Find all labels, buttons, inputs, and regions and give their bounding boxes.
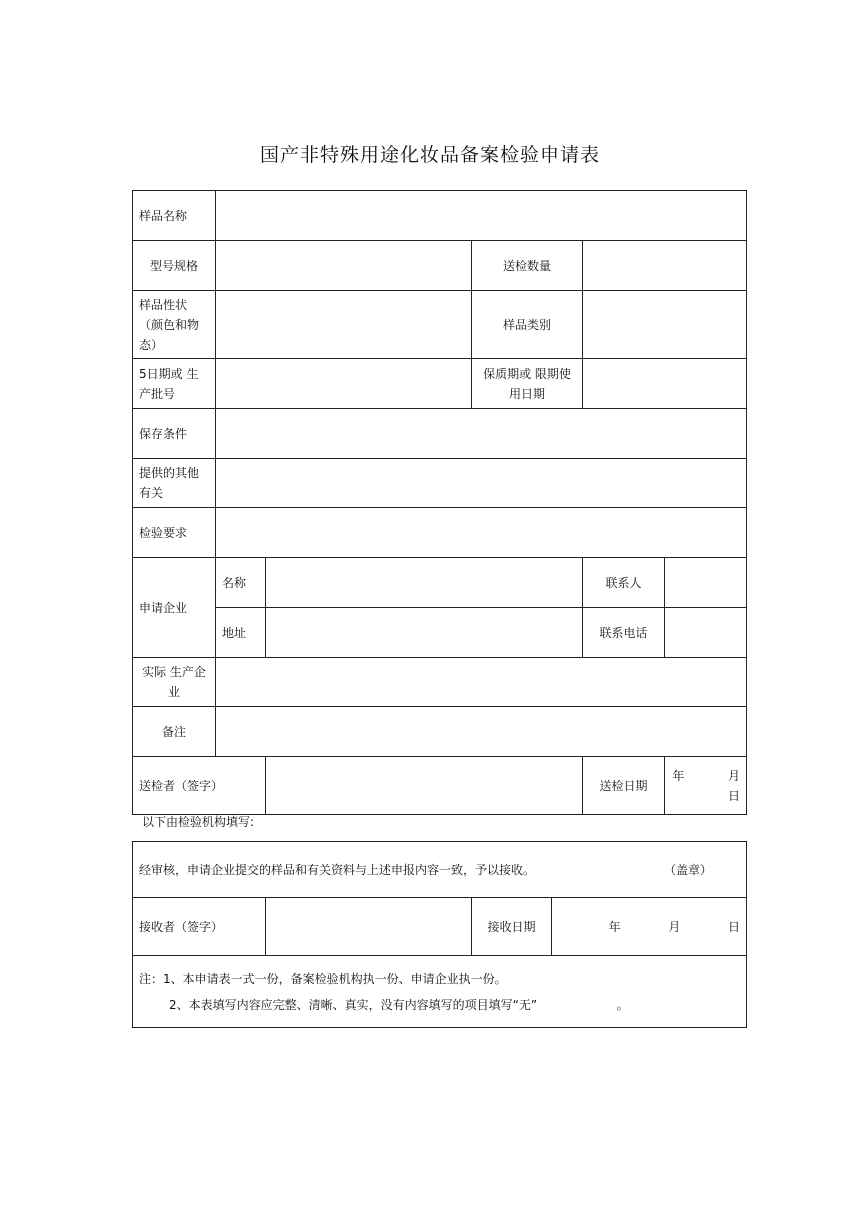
review-statement-cell	[133, 842, 747, 898]
label-sample-name: 样品名称	[133, 191, 216, 241]
note-2-line	[139, 992, 740, 1018]
submit-year-label: 年	[672, 768, 685, 783]
label-phone: 联系电话	[583, 608, 665, 658]
field-sample-state[interactable]	[216, 291, 472, 359]
field-shelf-life[interactable]	[583, 359, 747, 409]
field-storage[interactable]	[216, 409, 747, 459]
label-requirements: 检验要求	[133, 508, 216, 558]
field-remarks[interactable]	[216, 707, 747, 757]
field-sample-category[interactable]	[583, 291, 747, 359]
label-production-date: 5日期或 生产批号	[133, 359, 216, 409]
label-storage: 保存条件	[133, 409, 216, 459]
review-statement: 经审核，申请企业提交的样品和有关资料与上述申报内容一致，予以接收。	[139, 862, 536, 877]
label-model-spec: 型号规格	[133, 241, 216, 291]
field-quantity[interactable]	[583, 241, 747, 291]
label-applicant: 申请企业	[133, 558, 216, 658]
submit-day-label: 日	[728, 788, 741, 803]
field-production-date[interactable]	[216, 359, 472, 409]
receive-month-label: 月	[668, 919, 681, 934]
field-model-spec[interactable]	[216, 241, 472, 291]
label-producer: 实际 生产企业	[133, 658, 216, 707]
seal-label: （盖章）	[664, 862, 713, 877]
receive-day-label: 日	[728, 919, 741, 934]
application-form-table	[132, 190, 747, 815]
field-submit-date[interactable]	[665, 757, 747, 815]
field-company-name[interactable]	[266, 558, 583, 608]
field-requirements[interactable]	[216, 508, 747, 558]
receive-year-label: 年	[608, 919, 621, 934]
submit-month-label: 月	[728, 768, 741, 783]
note-2-end: 。	[616, 997, 629, 1012]
label-other-info: 提供的其他有关	[133, 459, 216, 508]
field-submitter-signature[interactable]	[266, 757, 583, 815]
note-2: 2、本表填写内容应完整、清晰、真实，没有内容填写的项目填写“无”	[169, 997, 538, 1012]
label-shelf-life: 保质期或 限期使用日期	[472, 359, 583, 409]
field-other-info[interactable]	[216, 459, 747, 508]
label-submitter: 送检者（签字）	[133, 757, 266, 815]
institution-fill-note: 以下由检验机构填写:	[142, 815, 255, 829]
label-remarks: 备注	[133, 707, 216, 757]
label-address: 地址	[216, 608, 266, 658]
label-receiver: 接收者（签字）	[133, 898, 266, 956]
label-quantity: 送检数量	[472, 241, 583, 291]
label-sample-state: 样品性状（颜色和物态）	[133, 291, 216, 359]
label-submit-date: 送检日期	[583, 757, 665, 815]
field-phone[interactable]	[665, 608, 747, 658]
field-receiver-signature[interactable]	[266, 898, 472, 956]
note-1: 注：1、本申请表一式一份，备案检验机构执一份、申请企业执一份。	[139, 971, 507, 986]
label-sample-category: 样品类别	[472, 291, 583, 359]
field-receive-date[interactable]	[552, 898, 747, 956]
institution-review-table	[132, 841, 747, 1028]
field-contact[interactable]	[665, 558, 747, 608]
field-sample-name[interactable]	[216, 191, 747, 241]
form-title: 国产非特殊用途化妆品备案检验申请表	[259, 144, 600, 166]
label-receive-date: 接收日期	[472, 898, 552, 956]
notes-cell	[133, 956, 747, 1028]
label-contact: 联系人	[583, 558, 665, 608]
field-producer[interactable]	[216, 658, 747, 707]
field-address[interactable]	[266, 608, 583, 658]
label-company-name: 名称	[216, 558, 266, 608]
